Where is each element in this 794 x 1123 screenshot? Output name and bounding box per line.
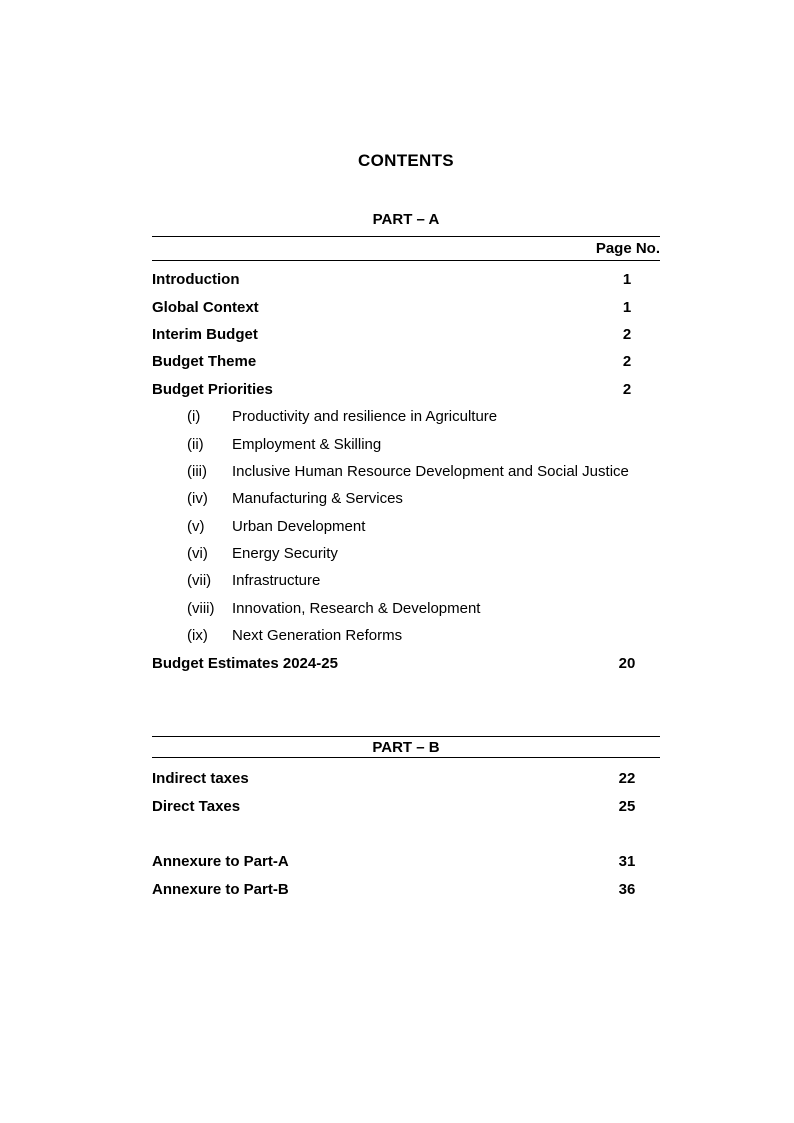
part-b-list bbox=[152, 758, 660, 820]
part-b-heading-band bbox=[152, 736, 660, 758]
part-b-heading: PART – B bbox=[372, 738, 440, 756]
toc-entry-budget-theme bbox=[152, 348, 660, 375]
priority-label: Inclusive Human Resource Development and Social Justice bbox=[232, 462, 629, 480]
toc-entry-direct-taxes bbox=[152, 792, 660, 819]
toc-entry-introduction bbox=[152, 266, 660, 293]
part-a-heading: PART – A bbox=[372, 211, 440, 228]
toc-entry-annexure-part-b bbox=[152, 875, 660, 902]
priority-numeral: (vii) bbox=[187, 572, 212, 590]
toc-entry-annexure-part-a bbox=[152, 848, 660, 875]
toc-entry-page: 2 bbox=[622, 380, 632, 398]
toc-entry-page: 22 bbox=[618, 770, 636, 788]
priority-numeral: (iii) bbox=[187, 462, 207, 480]
priority-item-5 bbox=[187, 513, 660, 540]
toc-entry-page: 25 bbox=[618, 797, 636, 815]
toc-entry-page: 36 bbox=[618, 880, 636, 898]
priority-numeral: (ix) bbox=[187, 627, 208, 645]
part-a-list bbox=[152, 262, 660, 677]
toc-entry-label: Direct Taxes bbox=[152, 797, 241, 815]
priority-label: Infrastructure bbox=[232, 572, 321, 590]
priority-label: Manufacturing & Services bbox=[232, 490, 403, 508]
priority-item-2 bbox=[187, 430, 660, 457]
annexure-list bbox=[152, 844, 660, 903]
priority-item-9 bbox=[187, 622, 660, 649]
priority-numeral: (iv) bbox=[187, 490, 208, 508]
toc-entry-label: Global Context bbox=[152, 298, 259, 316]
toc-entry-page: 31 bbox=[618, 853, 636, 871]
priority-label: Innovation, Research & Development bbox=[232, 599, 481, 617]
priority-item-8 bbox=[187, 595, 660, 622]
toc-entry-label: Introduction bbox=[152, 271, 240, 289]
toc-entry-label: Budget Estimates 2024-25 bbox=[152, 654, 338, 672]
priority-item-6 bbox=[187, 540, 660, 567]
priority-item-4 bbox=[187, 485, 660, 512]
toc-entry-global-context bbox=[152, 293, 660, 320]
toc-entry-label: Budget Theme bbox=[152, 353, 257, 371]
toc-entry-label: Annexure to Part-A bbox=[152, 853, 289, 871]
priority-item-3 bbox=[187, 458, 660, 485]
toc-entry-page: 20 bbox=[618, 654, 636, 672]
toc-entry-page: 1 bbox=[622, 271, 632, 289]
priority-label: Employment & Skilling bbox=[232, 435, 382, 453]
toc-entry-label: Indirect taxes bbox=[152, 770, 249, 788]
toc-entry-page: 2 bbox=[622, 325, 632, 343]
priority-item-7 bbox=[187, 567, 660, 594]
page-no-header-band bbox=[152, 236, 660, 261]
page-title: CONTENTS bbox=[358, 151, 454, 170]
priority-numeral: (vi) bbox=[187, 545, 208, 563]
toc-entry-budget-estimates bbox=[152, 649, 660, 676]
priority-numeral: (v) bbox=[187, 517, 205, 535]
toc-entry-label: Budget Priorities bbox=[152, 380, 273, 398]
priority-numeral: (ii) bbox=[187, 435, 204, 453]
priority-label: Productivity and resilience in Agriculture bbox=[232, 408, 498, 426]
page-no-header: Page No. bbox=[595, 240, 660, 257]
priority-label: Next Generation Reforms bbox=[232, 627, 403, 645]
toc-entry-interim-budget bbox=[152, 321, 660, 348]
priority-label: Energy Security bbox=[232, 545, 338, 563]
priority-label: Urban Development bbox=[232, 517, 366, 535]
priority-numeral: (i) bbox=[187, 408, 201, 426]
toc-entry-page: 2 bbox=[622, 353, 632, 371]
toc-entry-label: Interim Budget bbox=[152, 325, 258, 343]
toc-entry-page: 1 bbox=[622, 298, 632, 316]
priority-item-1 bbox=[187, 403, 660, 430]
toc-entry-label: Annexure to Part-B bbox=[152, 880, 289, 898]
priority-numeral: (viii) bbox=[187, 599, 215, 617]
toc-entry-indirect-taxes bbox=[152, 765, 660, 792]
toc-entry-budget-priorities bbox=[152, 376, 660, 403]
